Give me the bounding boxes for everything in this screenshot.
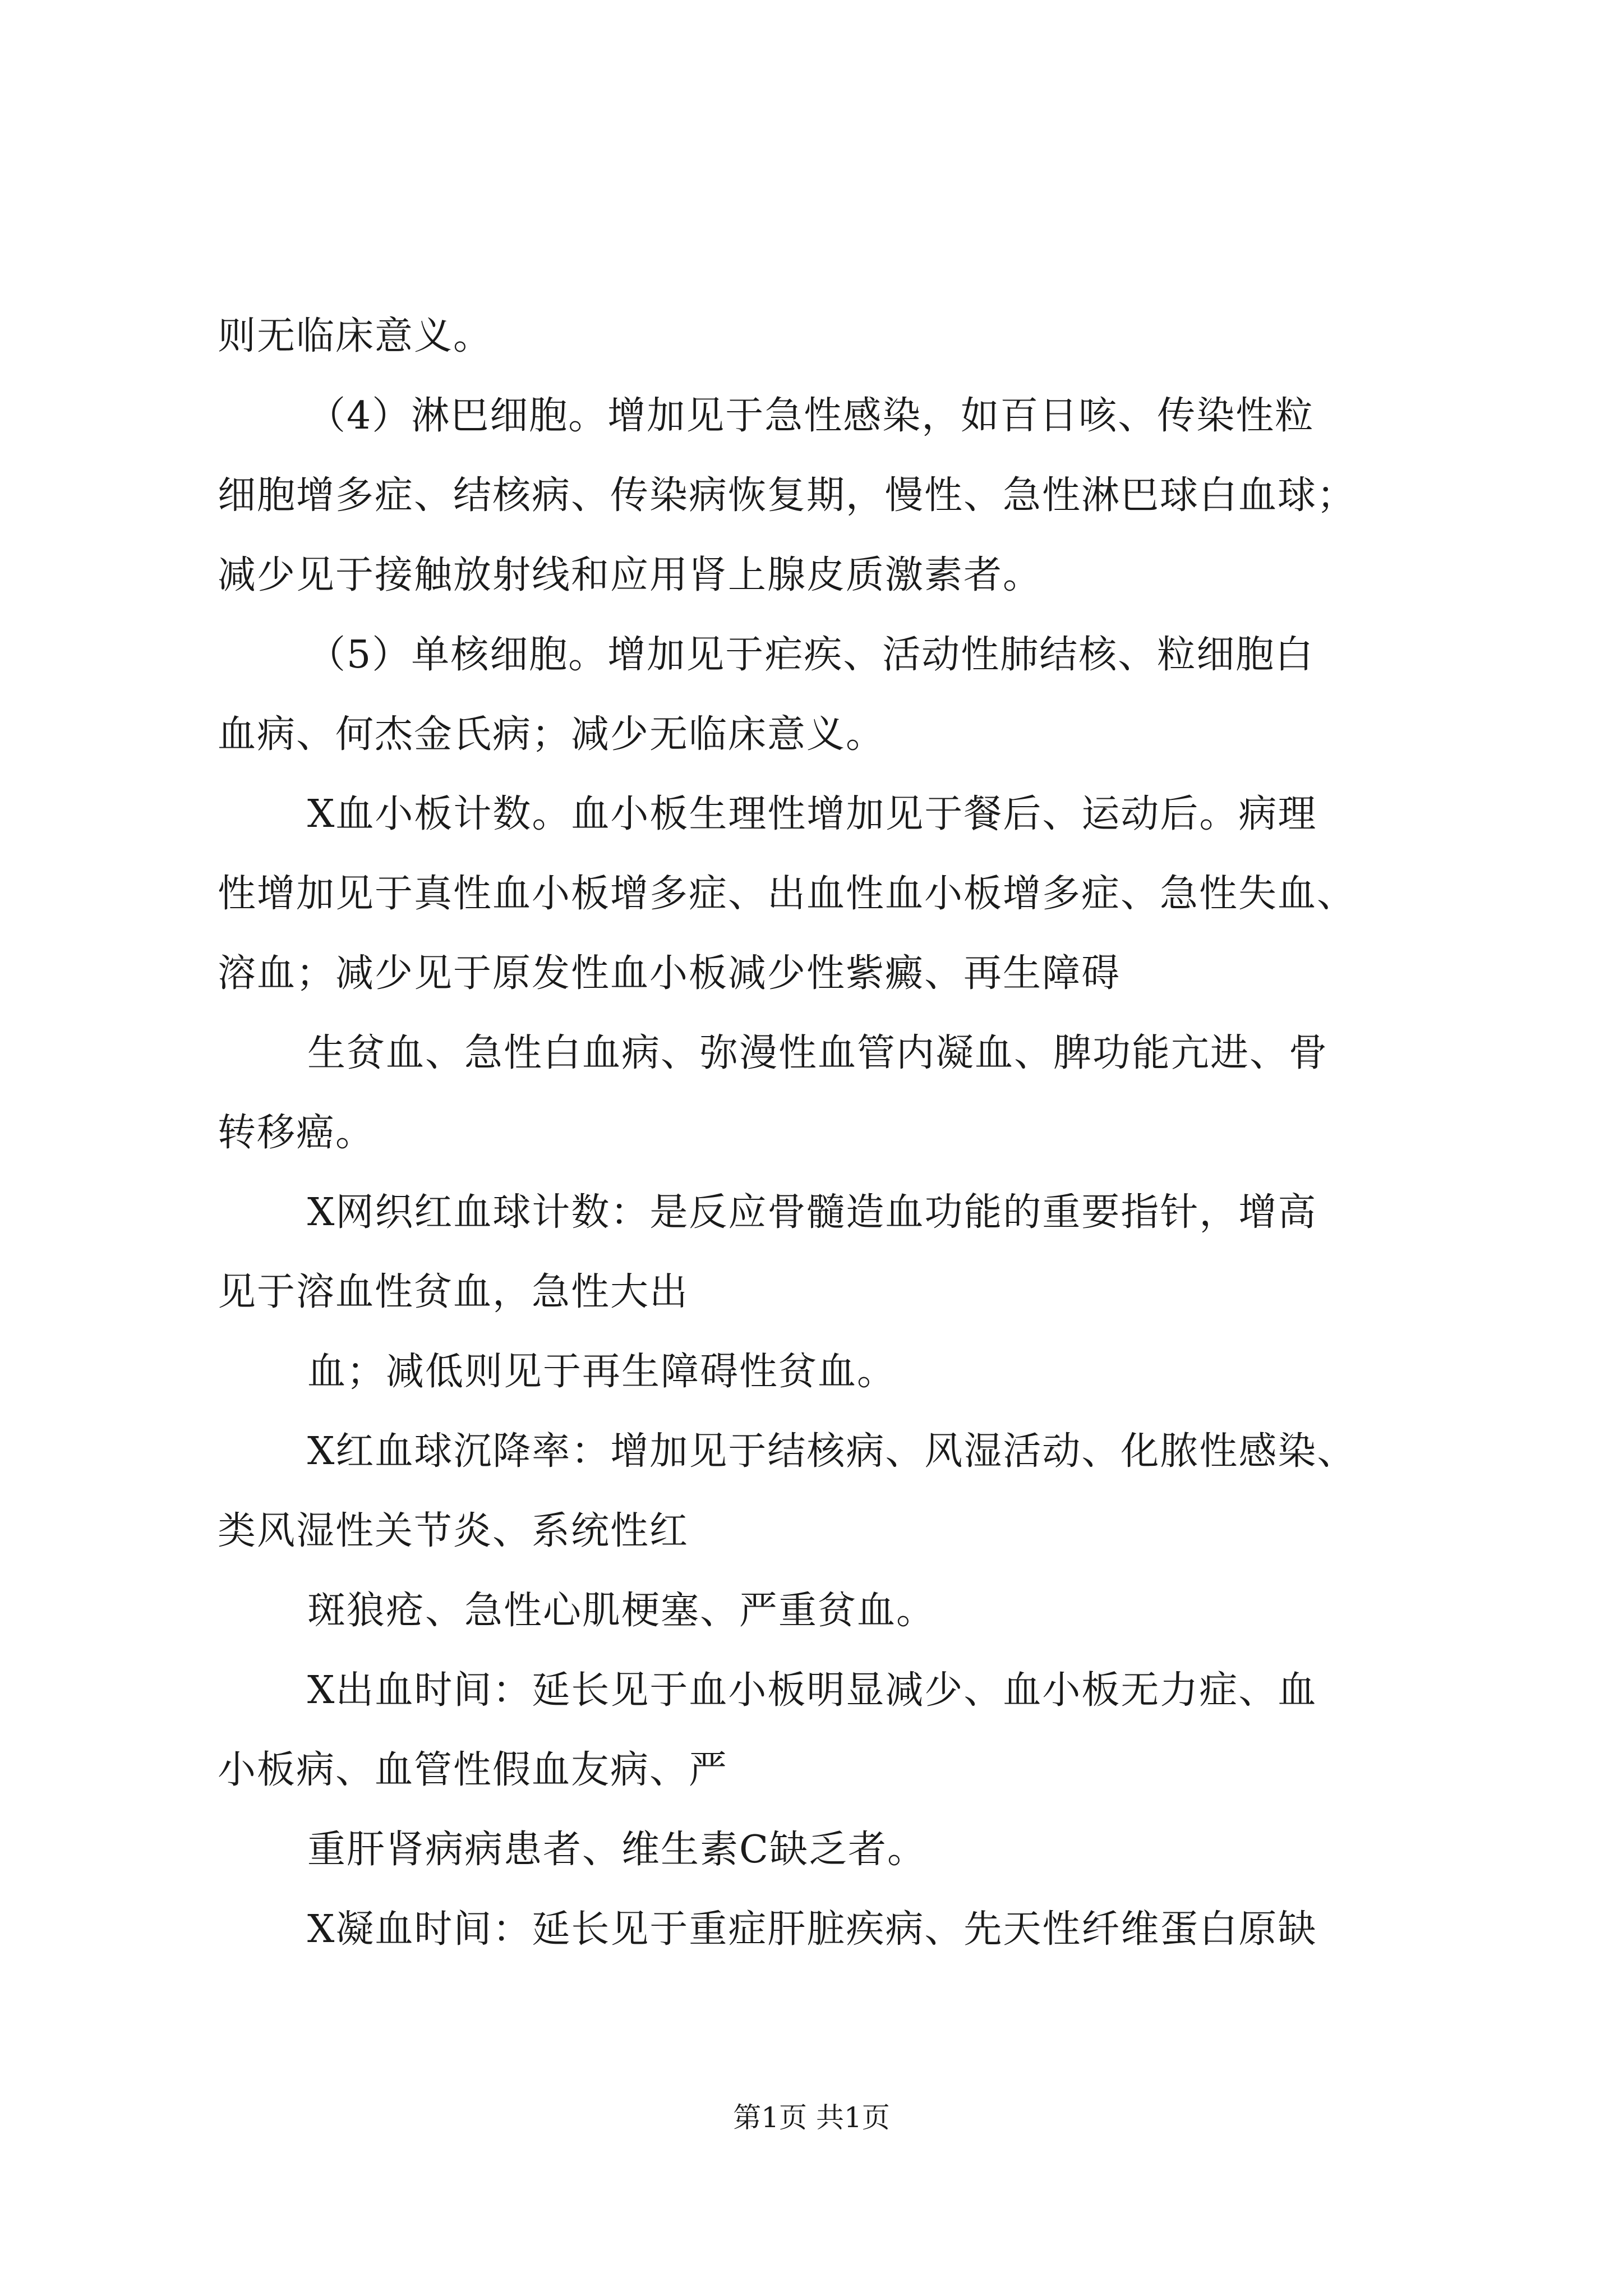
text-line: 见于溶血性贫血，急性大出 [218,1270,689,1314]
text-line: 血；减低则见于再生障碍性贫血。 [307,1350,897,1394]
text-line: 重肝肾病病患者、维生素C缺乏者。 [307,1828,927,1872]
text-line: X凝血时间：延长见于重症肝脏疾病、先天性纤维蛋白原缺 [307,1907,1317,1952]
text-line: （4）淋巴细胞。增加见于急性感染，如百日咳、传染性粒 [307,394,1315,438]
text-line: 细胞增多症、结核病、传染病恢复期，慢性、急性淋巴球白血球； [218,473,1357,518]
text-line: 性增加见于真性血小板增多症、出血性血小板增多症、急性失血、 [218,872,1357,916]
text-line: 斑狼疮、急性心肌梗塞、严重贫血。 [307,1589,936,1633]
text-line: X血小板计数。血小板生理性增加见于餐后、运动后。病理 [307,792,1317,836]
text-line: 生贫血、急性白血病、弥漫性血管内凝血、脾功能亢进、骨 [307,1031,1329,1075]
text-line: （5）单核细胞。增加见于疟疾、活动性肺结核、粒细胞白 [307,633,1315,677]
text-line: 减少见于接触放射线和应用肾上腺皮质激素者。 [218,553,1043,597]
text-line: 小板病、血管性假血友病、严 [218,1748,728,1792]
text-line: X红血球沉降率：增加见于结核病、风湿活动、化脓性感染、 [307,1429,1357,1474]
text-line: 类风湿性关节炎、系统性红 [218,1509,689,1553]
text-line: X出血时间：延长见于血小板明显减少、血小板无力症、血 [307,1668,1317,1713]
text-line: 转移癌。 [218,1111,375,1155]
text-line: 则无临床意义。 [218,314,493,358]
text-line: 血病、何杰金氏病；减少无临床意义。 [218,712,886,757]
page-footer: 第1页 共1页 [733,2101,890,2134]
text-line: X网织红血球计数：是反应骨髓造血功能的重要指针，增高 [307,1190,1317,1235]
text-line: 溶血；减少见于原发性血小板减少性紫癜、再生障碍 [218,951,1121,996]
